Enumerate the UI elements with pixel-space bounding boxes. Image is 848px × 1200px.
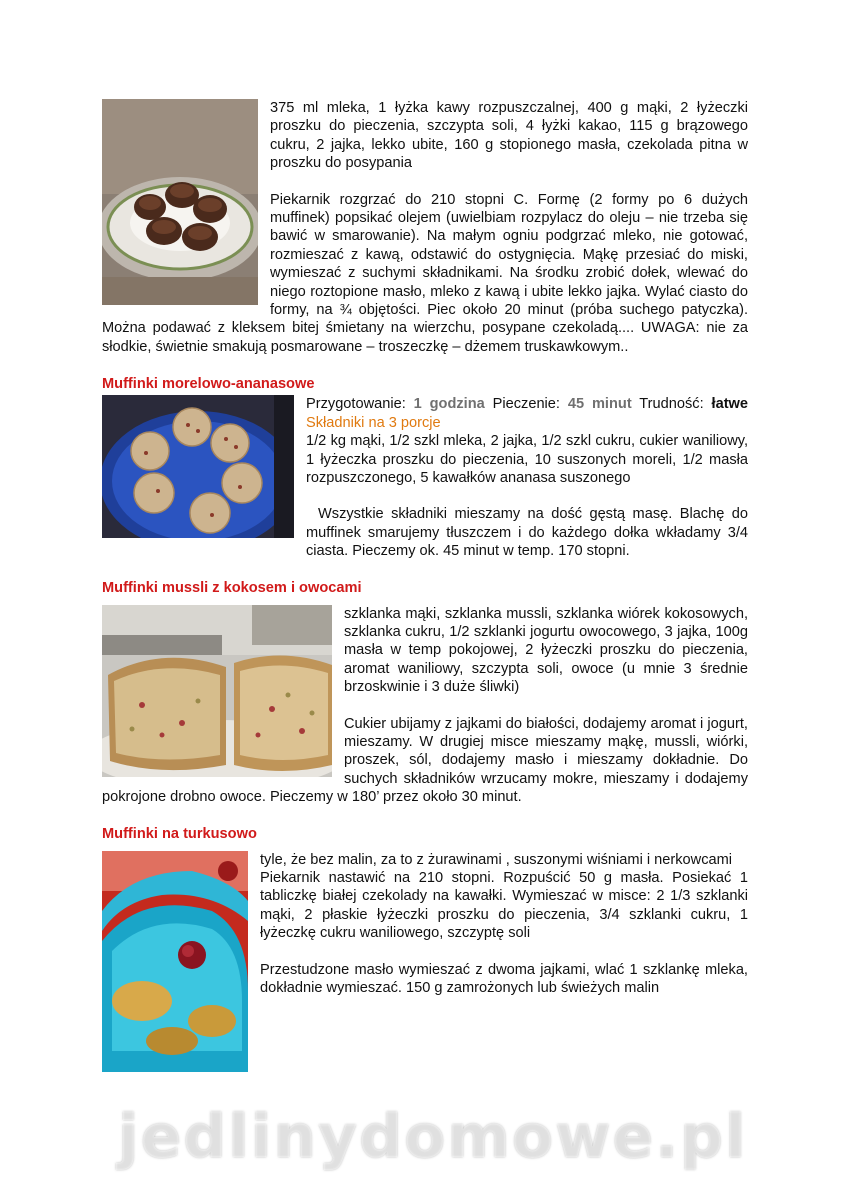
recipe-chocolate-coffee-muffins [102, 99, 748, 356]
method-text: Wszystkie składniki mieszamy na dość gęstą masę. Blachę do muffinek smarujemy tłuszczem i do każdego dołka wkładamy 3/4 ciasta. Pieczemy ok. 45 minut w temp. 170 stopni. [306, 506, 748, 560]
bake-value: 45 minut [567, 396, 632, 413]
ingredients-text: Piekarnik nastawić na 210 stopni. Rozpuścić 50 g masła. Posiekać 1 tabliczkę białej czekolady na kawałki. Wymieszać w misce: 2 1/3 szklanki mąki, 2 płaskie łyżeczki proszku do pieczenia, 3/4 szklanki cukru, 1 łyżeczkę cukru waniliowego, szczyptę soli [260, 870, 748, 942]
method-text: Przestudzone masło wymieszać z dwoma jajkami, wlać 1 szklankę mleka, dokładnie wymieszać. 150 g zamrożonych lub świeżych malin [260, 961, 748, 997]
servings-link[interactable]: Składniki na 3 porcje [306, 414, 441, 431]
difficulty-label: Trudność: [639, 396, 704, 413]
muesli-muffins-photo [102, 605, 332, 777]
prep-value: 1 godzina [413, 396, 485, 413]
difficulty-value: łatwe [711, 396, 749, 413]
method-text: Piekarnik rozgrzać do 210 stopni C. Formę (2 formy po 6 dużych muffinek) popsikać olejem (uwielbiam rozpylacz do oleju – nie trzeba się bawić w smarowanie). Na małym ogniu podgrzać mleko, nie gotować, rozmieszać z kawą, odstawić do ostygnięcia. Mąkę przesiać do miski, wymieszać z suchymi składnikami. Na środku zrobić dołek, wlewać do niego roztopione masło, mleko z kawą i ubite lekko jajka. Wylać ciasto do formy, na ¾ objętości. Piec około 20 minut (próba suchego patyczka). Można podawać z kleksem bitej śmietany na wierzchu, posypane czekoladą.... UWAGA: nie za słodkie, świetnie smakują posmarowane – troszeczkę – dżemem truskawkowym.. [102, 191, 748, 355]
method-text: Cukier ubijamy z jajkami do białości, dodajemy aromat i jogurt, mieszamy. W drugiej misce mieszamy mąkę, mussli, wiórki, proszek, sól, dodajemy masło i mieszamy dokładnie. Do suchych składników wrzucamy mokre, mieszamy i dodajemy pokrojone drobno owoce. Pieczemy w 180’ przez około 30 minut. [102, 715, 748, 806]
prep-label: Przygotowanie: [306, 396, 406, 413]
recipe-page [102, 99, 748, 1076]
recipe-title: Muffinki morelowo-ananasowe [102, 376, 315, 393]
recipe-title: Muffinki na turkusowo [102, 825, 257, 842]
turquoise-muffins-photo [102, 851, 248, 1072]
site-watermark: jedlinydomowe.pl [118, 1102, 748, 1172]
ingredients-text: 375 ml mleka, 1 łyżka kawy rozpuszczalnej, 400 g mąki, 2 łyżeczki proszku do pieczenia, szczypta soli, 4 łyżki kakao, 115 g brązowego cukru, 2 jajka, lekko ubite, 160 g stopionego masła, czekolada pitna w proszku do posypania [270, 100, 748, 172]
ingredients-text: szklanka mąki, szklanka mussli, szklanka wiórek kokosowych, szklanka cukru, 1/2 szklanki jogurtu owocowego, 3 jajka, 100g masła w temp pokojowej, 2 łyżeczki proszku do pieczenia, aromat waniliowy, szczypta soli, owoce (u mnie 3 średnie brzoskwinie i 3 duże śliwki) [344, 605, 748, 696]
chocolate-muffins-photo [102, 99, 258, 305]
ingredients-text: 1/2 kg mąki, 1/2 szkl mleka, 2 jajka, 1/2 szkl cukru, cukier waniliowy, 1 łyżeczka proszku do pieczenia, 10 suszonych moreli, 1/2 masła rozpuszczonego, 5 kawałków ananasa suszonego [306, 433, 748, 486]
recipe-turquoise-muffins [102, 825, 748, 1076]
bake-label: Pieczenie: [492, 396, 560, 413]
recipe-apricot-pineapple-muffins [102, 375, 748, 560]
apricot-muffins-photo [102, 395, 294, 538]
recipe-title: Muffinki mussli z kokosem i owocami [102, 579, 362, 596]
intro-text: tyle, że bez malin, za to z żurawinami , suszonymi wiśniami i nerkowcami [260, 851, 733, 868]
recipe-muesli-coconut-muffins [102, 579, 748, 807]
